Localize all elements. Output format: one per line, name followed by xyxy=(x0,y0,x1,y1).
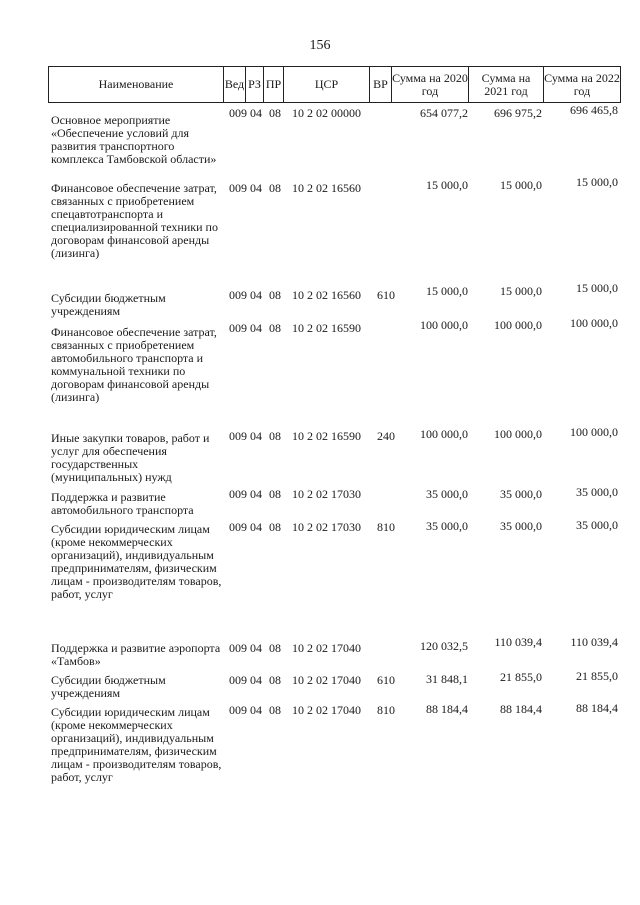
row-sum-2022: 15 000,0 xyxy=(576,175,618,189)
row-name: Финансовое обеспечение затрат, связанных с приобретением спецавтотранспорта и специализированной техники по договорам финансовой аренды (лизинга) xyxy=(51,181,218,260)
row-sum-2022: 21 855,0 xyxy=(576,669,618,683)
row-pr: 08 xyxy=(269,288,281,302)
table-row xyxy=(0,636,640,668)
row-sum-2022: 15 000,0 xyxy=(576,281,618,295)
row-csr: 10 2 02 16590 xyxy=(292,429,361,443)
row-name: Основное мероприятие «Обеспечение условий для развития транспортного комплекса Тамбовской области» xyxy=(51,113,217,166)
row-sum-2020: 654 077,2 xyxy=(420,106,468,120)
row-rz: 04 xyxy=(250,321,262,335)
row-csr: 10 2 02 17040 xyxy=(292,641,361,655)
row-vr: 240 xyxy=(377,429,395,443)
table-row xyxy=(0,519,640,636)
row-sum-2022: 35 000,0 xyxy=(576,485,618,499)
row-sum-2021: 35 000,0 xyxy=(500,487,542,501)
row-sum-2022: 35 000,0 xyxy=(576,518,618,532)
row-rz: 04 xyxy=(250,703,262,717)
header-sum-2022: Сумма на 2022 год xyxy=(544,70,620,98)
row-sum-2020: 15 000,0 xyxy=(426,178,468,192)
row-sum-2020: 100 000,0 xyxy=(420,318,468,332)
header-name: Наименование xyxy=(49,67,224,102)
row-sum-2021: 35 000,0 xyxy=(500,519,542,533)
row-name: Субсидии бюджетным учреждениям xyxy=(51,291,166,318)
row-csr: 10 2 02 16560 xyxy=(292,181,361,195)
row-pr: 08 xyxy=(269,641,281,655)
header-sum-2020: Сумма на 2020 год xyxy=(392,67,469,102)
row-sum-2021: 110 039,4 xyxy=(494,635,542,649)
row-rz: 04 xyxy=(250,181,262,195)
row-pr: 08 xyxy=(269,106,281,120)
row-pr: 08 xyxy=(269,429,281,443)
row-sum-2020: 31 848,1 xyxy=(426,672,468,686)
header-sum-2021: Сумма на 2021 год xyxy=(469,67,544,102)
row-csr: 10 2 02 17030 xyxy=(292,487,361,501)
row-vr: 810 xyxy=(377,520,395,534)
row-csr: 10 2 02 17040 xyxy=(292,673,361,687)
row-vr: 610 xyxy=(377,673,395,687)
header-csr: ЦСР xyxy=(284,67,370,102)
row-rz: 04 xyxy=(250,673,262,687)
row-sum-2021: 696 975,2 xyxy=(494,106,542,120)
row-rz: 04 xyxy=(250,106,262,120)
table-row xyxy=(0,175,640,289)
table-row xyxy=(0,104,640,179)
row-vr: 610 xyxy=(377,288,395,302)
table-row xyxy=(0,702,640,822)
row-name: Иные закупки товаров, работ и услуг для обеспечения государственных (муниципальных) нужд xyxy=(51,431,210,484)
row-rz: 04 xyxy=(250,487,262,501)
table-row xyxy=(0,316,640,428)
row-ved: 009 xyxy=(229,429,247,443)
row-pr: 08 xyxy=(269,520,281,534)
row-sum-2022: 100 000,0 xyxy=(570,316,618,330)
table-row xyxy=(0,425,640,488)
row-ved: 009 xyxy=(229,321,247,335)
row-sum-2022: 696 465,8 xyxy=(570,103,618,117)
row-ved: 009 xyxy=(229,288,247,302)
header-ved: Вед xyxy=(224,67,246,102)
row-name: Субсидии юридическим лицам (кроме некоммерческих организаций), индивидуальным предпринимателям, физическим лицам - производителям товаров, работ, услуг xyxy=(51,705,222,784)
row-name: Поддержка и развитие аэропорта «Тамбов» xyxy=(51,641,221,668)
row-csr: 10 2 02 17030 xyxy=(292,520,361,534)
row-sum-2020: 88 184,4 xyxy=(426,702,468,716)
row-ved: 009 xyxy=(229,181,247,195)
table-row xyxy=(0,668,640,702)
row-sum-2022: 100 000,0 xyxy=(570,425,618,439)
row-csr: 10 2 02 00000 xyxy=(292,106,361,120)
row-sum-2022: 88 184,4 xyxy=(576,701,618,715)
row-vr: 810 xyxy=(377,703,395,717)
row-ved: 009 xyxy=(229,487,247,501)
row-sum-2020: 100 000,0 xyxy=(420,427,468,441)
row-sum-2021: 15 000,0 xyxy=(500,178,542,192)
row-rz: 04 xyxy=(250,429,262,443)
row-sum-2020: 35 000,0 xyxy=(426,519,468,533)
row-rz: 04 xyxy=(250,288,262,302)
row-sum-2020: 120 032,5 xyxy=(420,639,468,653)
row-sum-2021: 100 000,0 xyxy=(494,318,542,332)
table-row xyxy=(0,485,640,519)
row-sum-2020: 15 000,0 xyxy=(426,284,468,298)
row-rz: 04 xyxy=(250,520,262,534)
row-pr: 08 xyxy=(269,321,281,335)
row-name: Финансовое обеспечение затрат, связанных с приобретением автомобильного транспорта и коммунальной техники по договорам финансовой аренды (лизинга) xyxy=(51,325,217,404)
row-pr: 08 xyxy=(269,181,281,195)
row-pr: 08 xyxy=(269,703,281,717)
row-sum-2020: 35 000,0 xyxy=(426,487,468,501)
page-number: 156 xyxy=(309,38,331,53)
row-sum-2021: 15 000,0 xyxy=(500,284,542,298)
row-csr: 10 2 02 17040 xyxy=(292,703,361,717)
row-name: Поддержка и развитие автомобильного транспорта xyxy=(51,490,194,517)
row-ved: 009 xyxy=(229,520,247,534)
row-sum-2021: 21 855,0 xyxy=(500,670,542,684)
row-pr: 08 xyxy=(269,487,281,501)
row-name: Субсидии бюджетным учреждениям xyxy=(51,673,166,700)
row-sum-2021: 100 000,0 xyxy=(494,427,542,441)
table-row xyxy=(0,281,640,322)
row-ved: 009 xyxy=(229,703,247,717)
table-body xyxy=(0,104,640,822)
row-ved: 009 xyxy=(229,106,247,120)
row-csr: 10 2 02 16560 xyxy=(292,288,361,302)
header-rz: РЗ xyxy=(246,67,264,102)
header-pr: ПР xyxy=(264,67,284,102)
row-csr: 10 2 02 16590 xyxy=(292,321,361,335)
row-name: Субсидии юридическим лицам (кроме некоммерческих организаций), индивидуальным предпринимателям, физическим лицам - производителям товаров, работ, услуг xyxy=(51,522,222,601)
row-rz: 04 xyxy=(250,641,262,655)
row-pr: 08 xyxy=(269,673,281,687)
row-sum-2022: 110 039,4 xyxy=(570,635,618,649)
header-vr: ВР xyxy=(370,67,392,102)
row-sum-2021: 88 184,4 xyxy=(500,702,542,716)
table-header xyxy=(48,66,621,103)
row-ved: 009 xyxy=(229,641,247,655)
row-ved: 009 xyxy=(229,673,247,687)
